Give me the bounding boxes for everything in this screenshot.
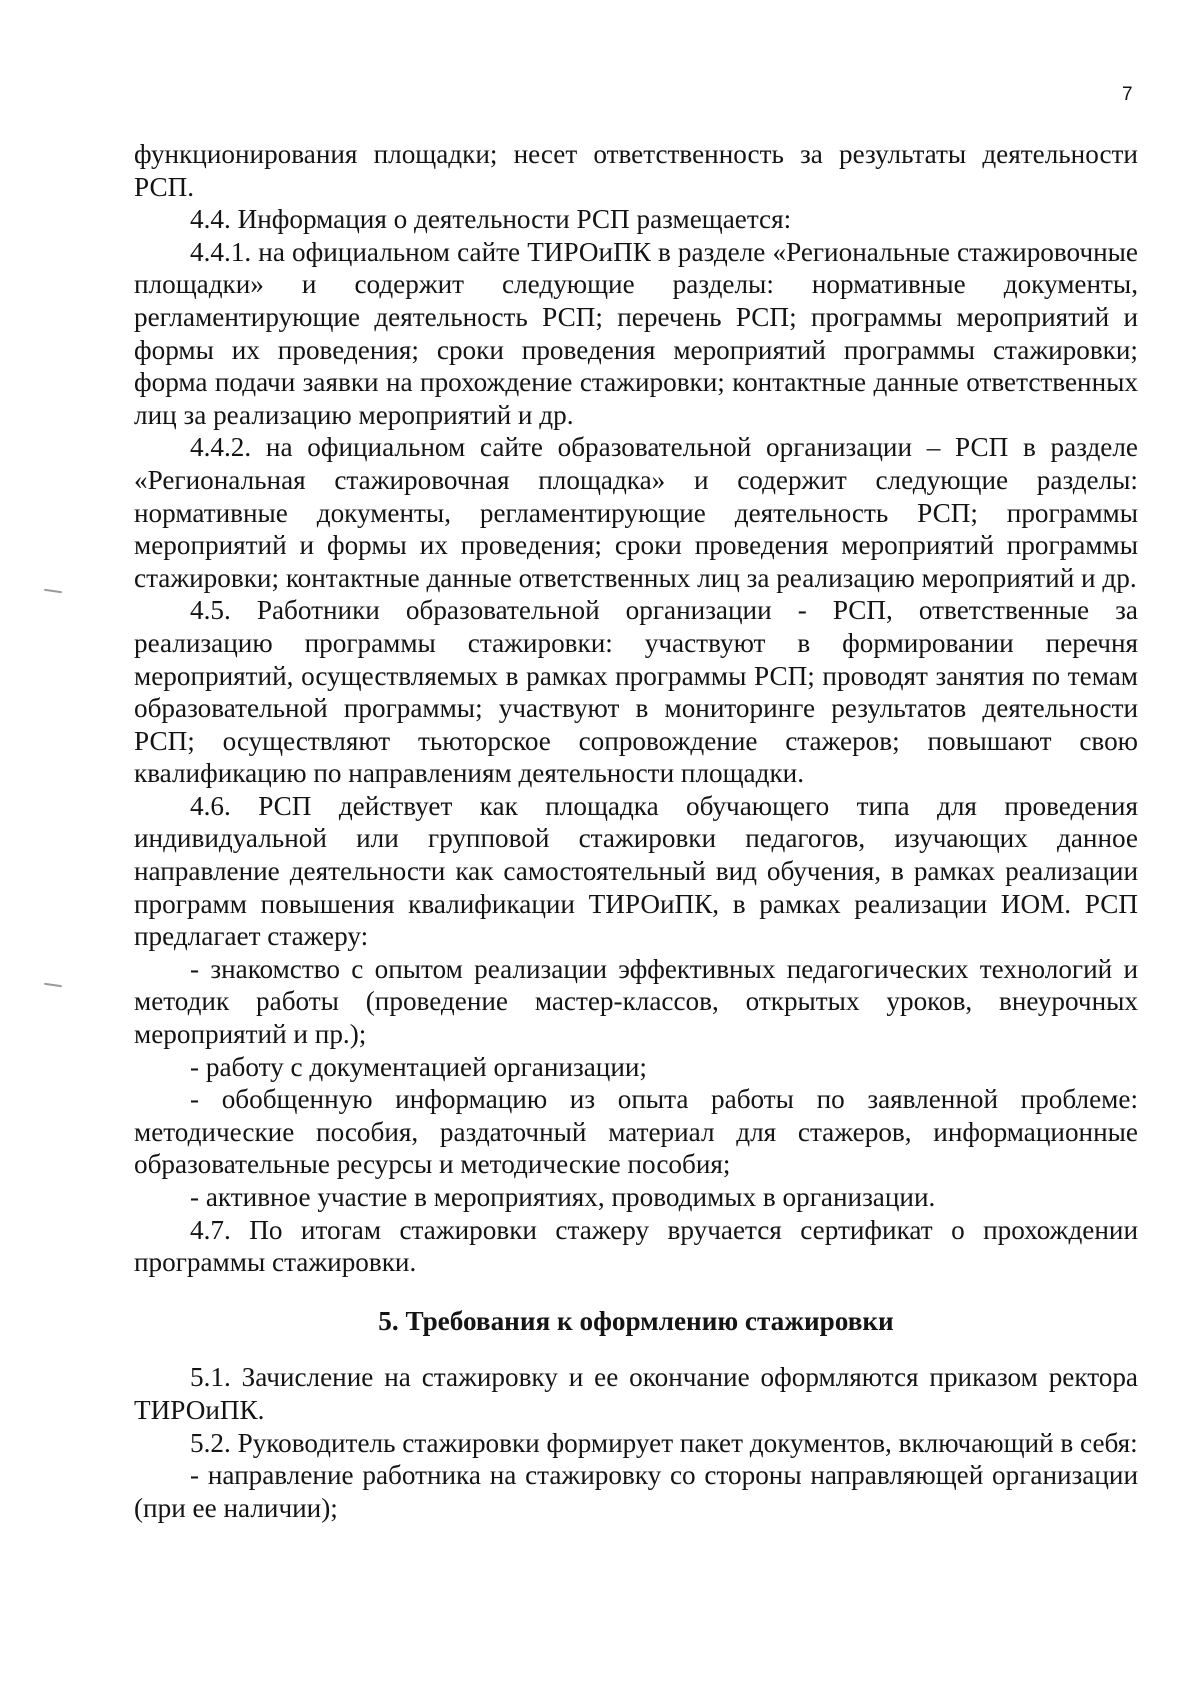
paragraph-4-7: 4.7. По итогам стажировки стажеру вручается сертификат о прохождении программы стажировки. xyxy=(134,1214,1138,1278)
list-item: - активное участие в мероприятиях, проводимых в организации. xyxy=(190,1182,936,1212)
list-item: - работу с документацией организации; xyxy=(190,1051,647,1082)
paragraph-5-1: 5.1. Зачисление на стажировку и ее окончание оформляются приказом ректора ТИРОиПК. xyxy=(134,1362,1138,1425)
list-item: - знакомство с опытом реализации эффективных педагогических технологий и методик работы (проведение мастер-классов, открытых уроков, внеурочных мероприятий и пр.); xyxy=(134,953,1138,1050)
paragraph-4-5: 4.5. Работники образовательной организации - РСП, ответственные за реализацию программы стажировки: участвуют в формировании перечня мероприятий, осуществляемых в рамках программы РСП; проводят занятия по темам образовательной программы; участвуют в мониторинге результатов деятельности РСП; осуществляют тьюторское сопровождение стажеров; повышают свою квалификацию по направлениям деятельности площадки. xyxy=(134,595,1138,789)
scan-mark xyxy=(44,589,62,593)
section-heading: 5. Требования к оформлению стажировки xyxy=(378,1305,894,1336)
page-number: 7 xyxy=(1122,84,1133,105)
scan-mark xyxy=(44,983,62,987)
list-item: - обобщенную информацию из опыта работы по заявленной проблеме: методические пособия, раздаточный материал для стажеров, информационные образовательные ресурсы и методические пособия; xyxy=(134,1084,1138,1180)
paragraph-4-6: 4.6. РСП действует как площадка обучающего типа для проведения индивидуальной или групповой стажировки педагогов, изучающих данное направление деятельности как самостоятельный вид обучения, в рамках реализации программ повышения квалификации ТИРОиПК, в рамках реализации ИОМ. РСП предлагает стажеру: xyxy=(134,790,1138,952)
document-body xyxy=(134,138,1138,1524)
paragraph-5-2: 5.2. Руководитель стажировки формирует пакет документов, включающий в себя: xyxy=(190,1427,1138,1458)
paragraph-4-4-1: 4.4.1. на официальном сайте ТИРОиПК в разделе «Региональные стажировочные площадки» и содержит следующие разделы: нормативные документы, регламентирующие деятельность РСП; перечень РСП; программы мероприятий и формы их проведения; сроки проведения мероприятий программы стажировки; форма подачи заявки на прохождение стажировки; контактные данные ответственных лиц за реализацию мероприятий и др. xyxy=(134,236,1138,430)
paragraph-continuation: функционирования площадки; несет ответственность за результаты деятельности РСП. xyxy=(134,139,1138,202)
list-item: - направление работника на стажировку со стороны направляющей организации (при ее наличии); xyxy=(134,1460,1138,1523)
paragraph-4-4-2: 4.4.2. на официальном сайте образовательной организации – РСП в разделе «Региональная стажировочная площадка» и содержит следующие разделы: нормативные документы, регламентирующие деятельность РСП; программы мероприятий и формы их проведения; сроки проведения мероприятий программы стажировки; контактные данные ответственных лиц за реализацию мероприятий и др. xyxy=(134,432,1138,593)
paragraph-4-4: 4.4. Информация о деятельности РСП размещается: xyxy=(190,204,792,235)
